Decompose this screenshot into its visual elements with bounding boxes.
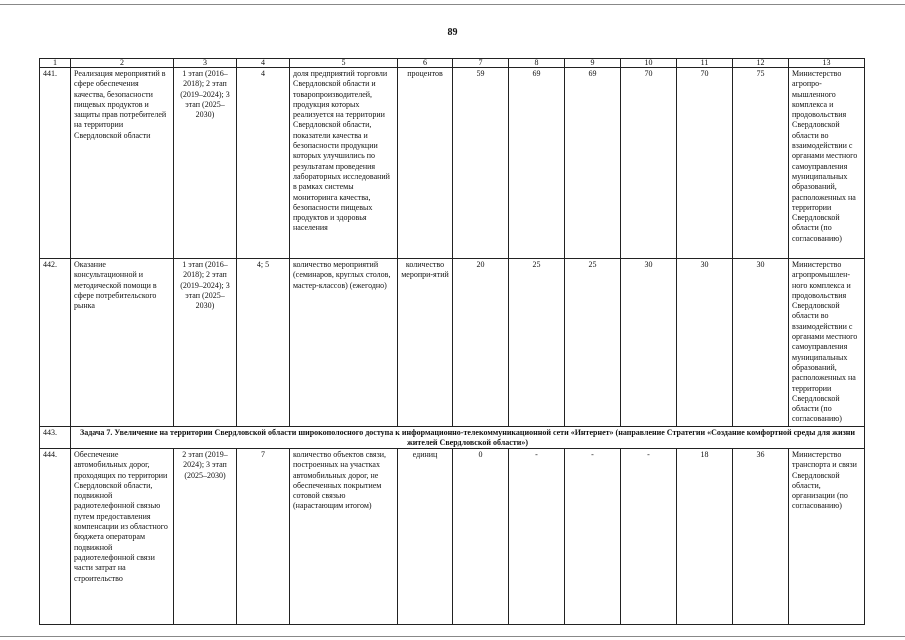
goal-number: 7 — [237, 449, 290, 625]
task-row — [40, 427, 865, 449]
unit: процентов — [398, 68, 453, 259]
program-table — [39, 58, 865, 625]
measure-name: Обеспечение автомобильных дорог, проходящих по территории Свердловской области, подвижной радиотелефонной связью путем предоставления компенсации из областного бюджета операторам подвижной радиотелефонной связи части затрат на строительство — [71, 449, 174, 625]
stages: 2 этап (2019–2024); 3 этап (2025–2030) — [174, 449, 237, 625]
value-col-11: 70 — [677, 68, 733, 259]
unit: количество меропри-ятий — [398, 259, 453, 427]
value-col-8: 69 — [509, 68, 565, 259]
value-col-12: 36 — [733, 449, 789, 625]
column-header: 11 — [677, 59, 733, 68]
value-col-9: 69 — [565, 68, 621, 259]
value-col-7: 0 — [453, 449, 509, 625]
value-col-7: 59 — [453, 68, 509, 259]
indicator: доля предприятий торговли Свердловской области и товаропроизводителей, продукция которых реализуется на территории Свердловской области, показатели качества и безопасности продукции которых улучшились по результатам проведения лабораторных исследований в рамках системы мониторинга качества, безопасности пищевых продуктов и здоровья населения — [290, 68, 398, 259]
column-header: 13 — [789, 59, 865, 68]
table-row — [40, 449, 865, 625]
value-col-8: 25 — [509, 259, 565, 427]
column-header: 8 — [509, 59, 565, 68]
page-edge-bottom — [0, 636, 905, 637]
value-col-10: 30 — [621, 259, 677, 427]
row-number: 443. — [40, 427, 71, 449]
value-col-11: 18 — [677, 449, 733, 625]
indicator: количество мероприятий (семинаров, круглых столов, мастер-классов) (ежегодно) — [290, 259, 398, 427]
column-header: 2 — [71, 59, 174, 68]
executor: Министерство агропромышлен-ного комплекса и продовольствия Свердловской области во взаимодействии с органами местного самоуправления муниципальных образований, расположенных на территории Свердловской области (по согласованию) — [789, 259, 865, 427]
column-header: 4 — [237, 59, 290, 68]
value-col-12: 75 — [733, 68, 789, 259]
column-header: 5 — [290, 59, 398, 68]
table-row — [40, 259, 865, 427]
value-col-11: 30 — [677, 259, 733, 427]
goal-number: 4 — [237, 68, 290, 259]
column-header: 9 — [565, 59, 621, 68]
indicator: количество объектов связи, построенных на участках автомобильных дорог, не обеспеченных покрытием сотовой связью (нарастающим итогом) — [290, 449, 398, 625]
row-number: 444. — [40, 449, 71, 625]
page-edge-top — [0, 4, 905, 5]
measure-name: Оказание консультационной и методической помощи в сфере потребительского рынка — [71, 259, 174, 427]
goal-number: 4; 5 — [237, 259, 290, 427]
page-number: 89 — [447, 27, 458, 38]
column-number-row — [40, 59, 865, 68]
value-col-9: - — [565, 449, 621, 625]
unit: единиц — [398, 449, 453, 625]
value-col-12: 30 — [733, 259, 789, 427]
value-col-10: - — [621, 449, 677, 625]
value-col-8: - — [509, 449, 565, 625]
stages: 1 этап (2016–2018); 2 этап (2019–2024); 3 этап (2025–2030) — [174, 68, 237, 259]
value-col-9: 25 — [565, 259, 621, 427]
row-number: 441. — [40, 68, 71, 259]
column-header: 12 — [733, 59, 789, 68]
column-header: 6 — [398, 59, 453, 68]
value-col-7: 20 — [453, 259, 509, 427]
table-row — [40, 68, 865, 259]
stages: 1 этап (2016–2018); 2 этап (2019–2024); 3 этап (2025–2030) — [174, 259, 237, 427]
column-header: 1 — [40, 59, 71, 68]
column-header: 3 — [174, 59, 237, 68]
value-col-10: 70 — [621, 68, 677, 259]
column-header: 7 — [453, 59, 509, 68]
executor: Министерство транспорта и связи Свердловской области, организации (по согласованию) — [789, 449, 865, 625]
column-header: 10 — [621, 59, 677, 68]
task-heading: Задача 7. Увеличение на территории Свердловской области широкополосного доступа к информационно-телекоммуникационной сети «Интернет» (направление Стратегии «Создание комфортной среды для жизни жителей Свердловской области») — [71, 427, 865, 449]
measure-name: Реализация мероприятий в сфере обеспечения качества, безопасности пищевых продуктов и защиты прав потребителей на территории Свердловской области — [71, 68, 174, 259]
row-number: 442. — [40, 259, 71, 427]
executor: Министерство агропро-мышленного комплекса и продовольствия Свердловской области во взаимодействии с органами местного самоуправления муниципальных образований, расположенных на территории Свердловской области (по согласованию) — [789, 68, 865, 259]
